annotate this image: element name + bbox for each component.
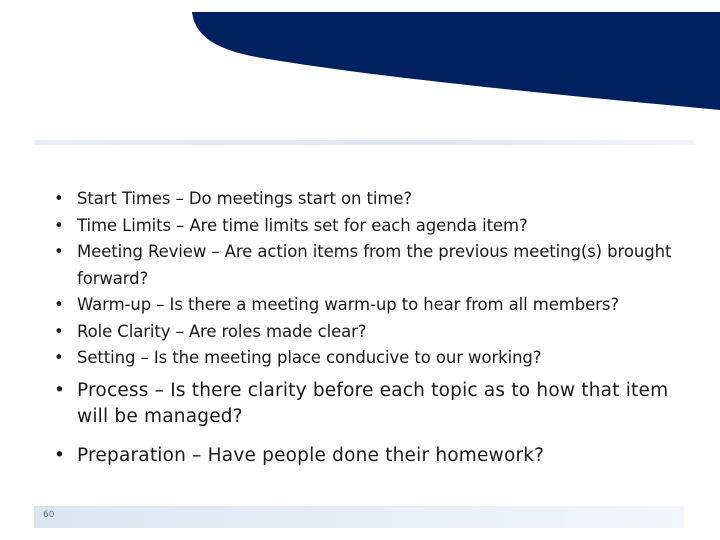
bullet-list <box>50 186 700 469</box>
bullet-meeting-review: • Meeting Review – Are action items from the previous meeting(s) brought forward? <box>50 239 700 292</box>
page-number: 60 <box>43 510 55 520</box>
bullet-process: • Process – Is there clarity before each topic as to how that item will be managed? <box>50 378 700 431</box>
bullet-preparation: • Preparation – Have people done their homework? <box>50 443 700 470</box>
bullet-time-limits: • Time Limits – Are time limits set for each agenda item? <box>50 213 700 240</box>
bullet-setting: • Setting – Is the meeting place conducive to our working? <box>50 345 700 372</box>
bullet-role-clarity: • Role Clarity – Are roles made clear? <box>50 319 700 346</box>
header-banner-shape <box>192 12 720 110</box>
title-divider <box>34 140 694 145</box>
footer-bar <box>34 506 684 528</box>
bullet-warm-up: • Warm-up – Is there a meeting warm-up to hear from all members? <box>50 292 700 319</box>
bullet-start-times: • Start Times – Do meetings start on time? <box>50 186 700 213</box>
header-banner <box>0 0 720 110</box>
